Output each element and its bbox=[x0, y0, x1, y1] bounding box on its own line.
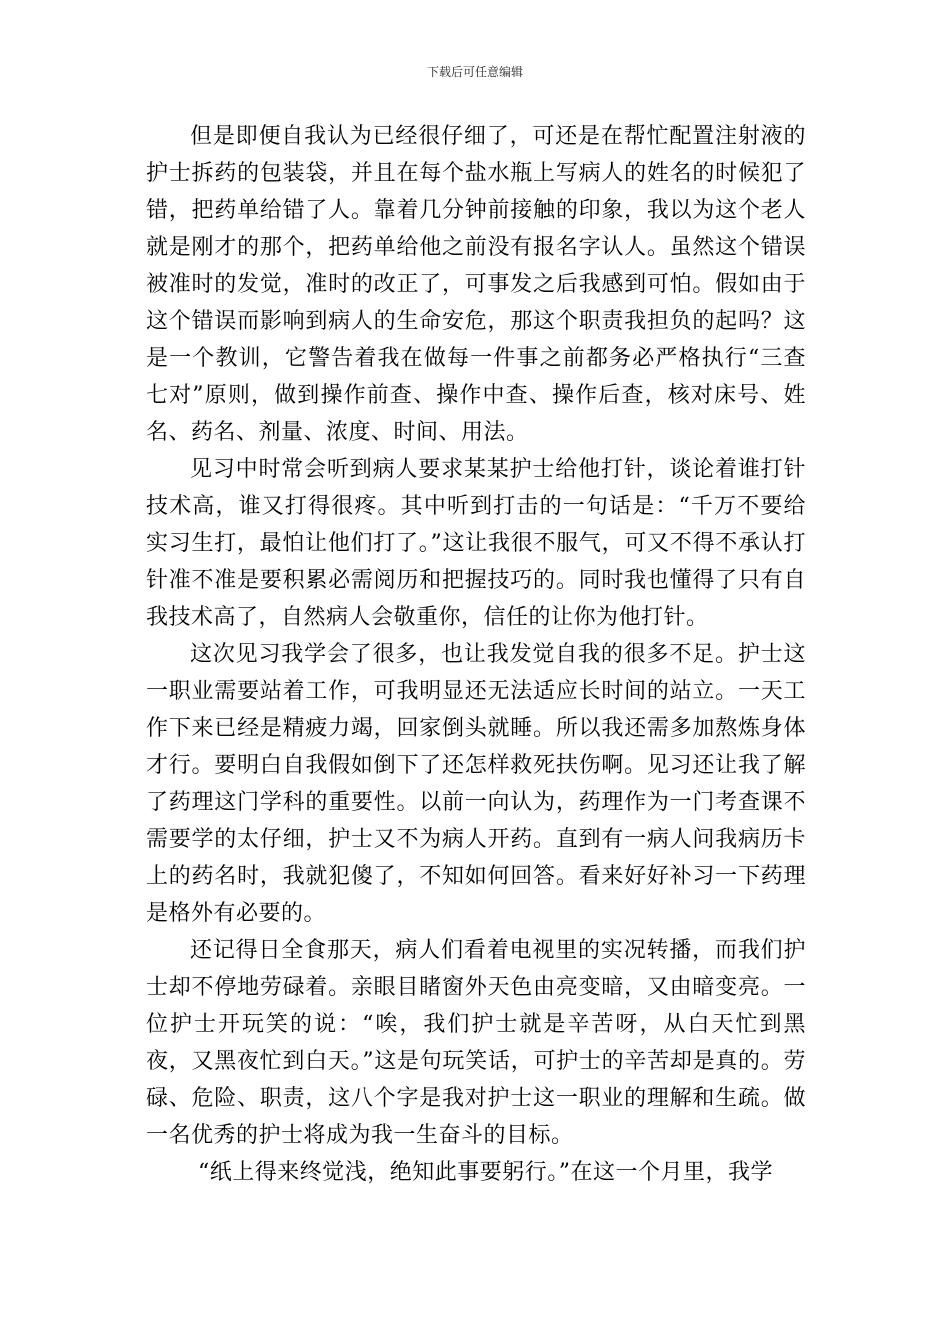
document-body bbox=[146, 118, 806, 1191]
paragraph-5: “纸上得来终觉浅，绝知此事要躬行。”在这一个月里，我学 bbox=[198, 1160, 773, 1185]
paragraph-3: 这次见习我学会了很多，也让我发觉自我的很多不足。护士这一职业需要站着工作，可我明显还无法适应长时间的站立。一天工作下来已经是精疲力竭，回家倒头就睡。所以我还需多加熬炼身体才行。要明白自我假如倒下了还怎样救死扶伤啊。见习还让我了解了药理这门学科的重要性。以前一向认为，药理作为一门考查课不需要学的太仔细，护士又不为病人开药。直到有一病人问我病历卡上的药名时，我就犯傻了，不知如何回答。看来好好补习一下药理是格外有必要的。 bbox=[146, 642, 806, 926]
page-header: 下载后可任意编辑 bbox=[426, 65, 523, 79]
paragraph-4: 还记得日全食那天，病人们看着电视里的实况转播，而我们护士却不停地劳碌着。亲眼目睹窗外天色由亮变暗，又由暗变亮。一位护士开玩笑的说：“唉，我们护士就是辛苦呀，从白天忙到黑夜，又黑夜忙到白天。”这是句玩笑话，可护士的辛苦却是真的。劳碌、危险、职责，这八个字是我对护士这一职业的理解和生疏。做一名优秀的护士将成为我一生奋斗的目标。 bbox=[146, 938, 806, 1148]
paragraph-1: 但是即便自我认为已经很仔细了，可还是在帮忙配置注射液的护士拆药的包装袋，并且在每个盐水瓶上写病人的姓名的时候犯了错，把药单给错了人。靠着几分钟前接触的印象，我以为这个老人就是刚才的那个，把药单给他之前没有报名字认人。虽然这个错误被准时的发觉，准时的改正了，可事发之后我感到可怕。假如由于这个错误而影响到病人的生命安危，那这个职责我担负的起吗？这是一个教训，它警告着我在做每一件事之前都务必严格执行“三查七对”原则，做到操作前查、操作中查、操作后查，核对床号、姓名、药名、剂量、浓度、时间、用法。 bbox=[146, 124, 806, 445]
paragraph-2: 见习中时常会听到病人要求某某护士给他打针，谈论着谁打针技术高，谁又打得很疼。其中听到打击的一句话是：“千万不要给实习生打，最怕让他们打了。”这让我很不服气，可又不得不承认打针准不准是要积累必需阅历和把握技巧的。同时我也懂得了只有自我技术高了，自然病人会敬重你，信任的让你为他打针。 bbox=[146, 457, 806, 630]
